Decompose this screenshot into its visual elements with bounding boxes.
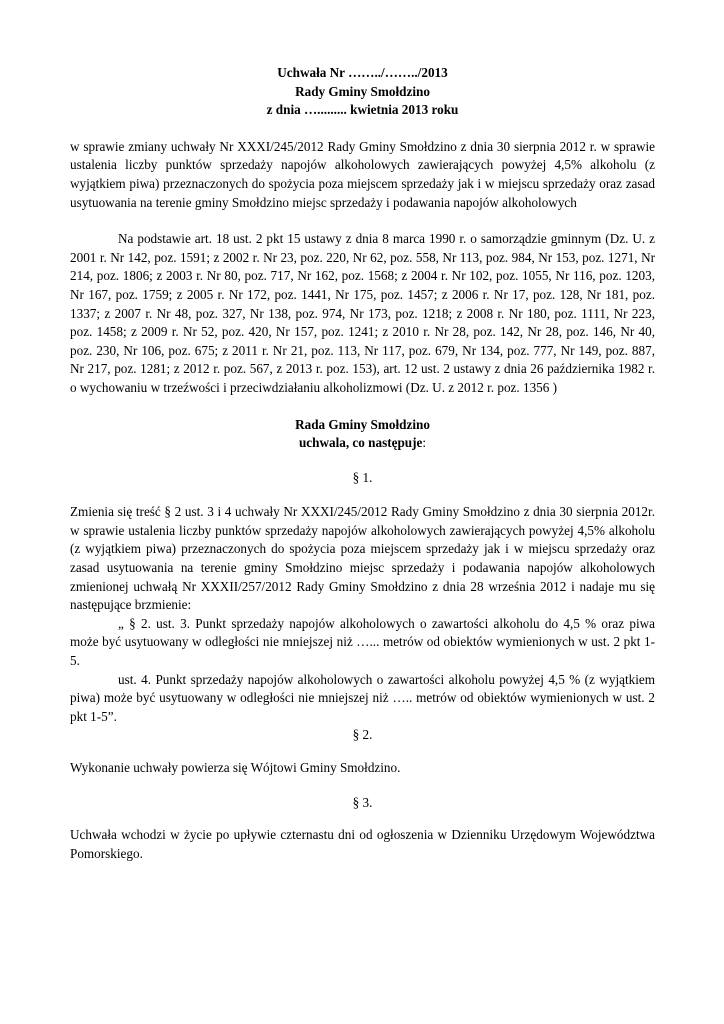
legal-basis: Na podstawie art. 18 ust. 2 pkt 15 ustawy z dnia 8 marca 1990 r. o samorządzie gminnym (Dz. U. z 2001 r. Nr 142, poz. 1591; z 2002 r. Nr 23, poz. 220, Nr 62, poz. 558, Nr 113, poz. 984, Nr 153, poz. 1271, Nr 214, poz. 1806; z 2003 r. Nr 80, poz. 717, Nr 162, poz. 1568; z 2004 r. Nr 102, poz. 1055, Nr 116, poz. 1203, Nr 167, poz. 1759; z 2005 r. Nr 172, poz. 1441, Nr 175, poz. 1457; z 2006 r. Nr 17, poz. 128, Nr 181, poz. 1337; z 2007 r. Nr 48, poz. 327, Nr 138, poz. 974, Nr 173, poz. 1218; z 2008 r. Nr 180, poz. 1111, Nr 223, poz. 1458; z 2009 r. Nr 52, poz. 420, Nr 157, poz. 1241; z 2010 r. Nr 28, poz. 142, Nr 28, poz. 146, Nr 40, poz. 230, Nr 106, poz. 675; z 2011 r. Nr 21, poz. 113, Nr 117, poz. 679, Nr 134, poz. 777, Nr 149, poz. 887, Nr 217, poz. 1281; z 2012 r. poz. 567, z 2013 r. poz. 153), art. 12 ust. 2 ustawy z dnia 26 października 1982 r. o wychowaniu w trzeźwości i przeciwdziałaniu alkoholizmowi (Dz. U. z 2012 r. poz. 1356 ) (70, 231, 655, 395)
resolution-subject: w sprawie zmiany uchwały Nr XXXI/245/2012 Rady Gminy Smołdzino z dnia 30 sierpnia 2012 r. w sprawie ustalenia liczby punktów sprzedaży napojów alkoholowych zawierających powyżej 4,5% alkoholu (z wyjątkiem piwa) przeznaczonych do spożycia poza miejscem sprzedaży jak i w miejscu sprzedaży oraz zasad usytuowania na terenie gminy Smołdzino miejsc sprzedaży i podawania napojów alkoholowych (70, 138, 655, 210)
council-resolves: uchwala, co następuje (298, 435, 423, 451)
section-1-heading: § 1. (352, 469, 373, 485)
section-1-quote-ust3: „ § 2. ust. 3. Punkt sprzedaży napojów alkoholowych o zawartości alkoholu do 4,5 % oraz piwa może być usytuowany w odległości nie mniejszej niż …... metrów od obiektów wymienionych w ust. 2 pkt 1-5. (70, 615, 655, 669)
section-1-quote-ust4: ust. 4. Punkt sprzedaży napojów alkoholowych o zawartości alkoholu powyżej 4,5 % (z wyjątkiem piwa) może być usytuowany w odległości nie mniejszej niż ….. metrów od obiektów wymienionych w ust. 2 pkt 1-5”. (70, 671, 655, 724)
resolution-date: z dnia …......... kwietnia 2013 roku (266, 102, 459, 118)
section-3-heading: § 3. (352, 794, 373, 810)
section-3-text: Uchwała wchodzi w życie po upływie czternastu dni od ogłoszenia w Dzienniku Urzędowym Województwa Pomorskiego. (70, 827, 655, 861)
council-colon: : (422, 435, 427, 451)
resolution-header (70, 64, 655, 120)
section-2-heading: § 2. (352, 727, 373, 743)
council-title: Rada Gminy Smołdzino (295, 416, 430, 432)
document-page (70, 64, 655, 863)
section-1-text: Zmienia się treść § 2 ust. 3 i 4 uchwały Nr XXXI/245/2012 Rady Gminy Smołdzino z dnia 30 sierpnia 2012r. w sprawie ustalenia liczby punktów sprzedaży napojów alkoholowych zawierających powyżej 4,5% alkoholu (z wyjątkiem piwa) przeznaczonych do spożycia poza miejscem sprzedaży jak i w miejscu sprzedaży oraz zasad usytuowania na terenie gminy Smołdzino miejsc sprzedaży i podawania napojów alkoholowych zmienionej uchwałą Nr XXXII/257/2012 Rady Gminy Smołdzino z dnia 28 września 2012 i nadaje mu się następujące brzmienie: (70, 504, 655, 613)
council-decision-heading (70, 416, 655, 453)
resolution-number: Uchwała Nr ……../……../2013 (277, 65, 448, 80)
council-name: Rady Gminy Smołdzino (295, 83, 430, 99)
section-2-text: Wykonanie uchwały powierza się Wójtowi Gminy Smołdzino. (70, 760, 401, 775)
